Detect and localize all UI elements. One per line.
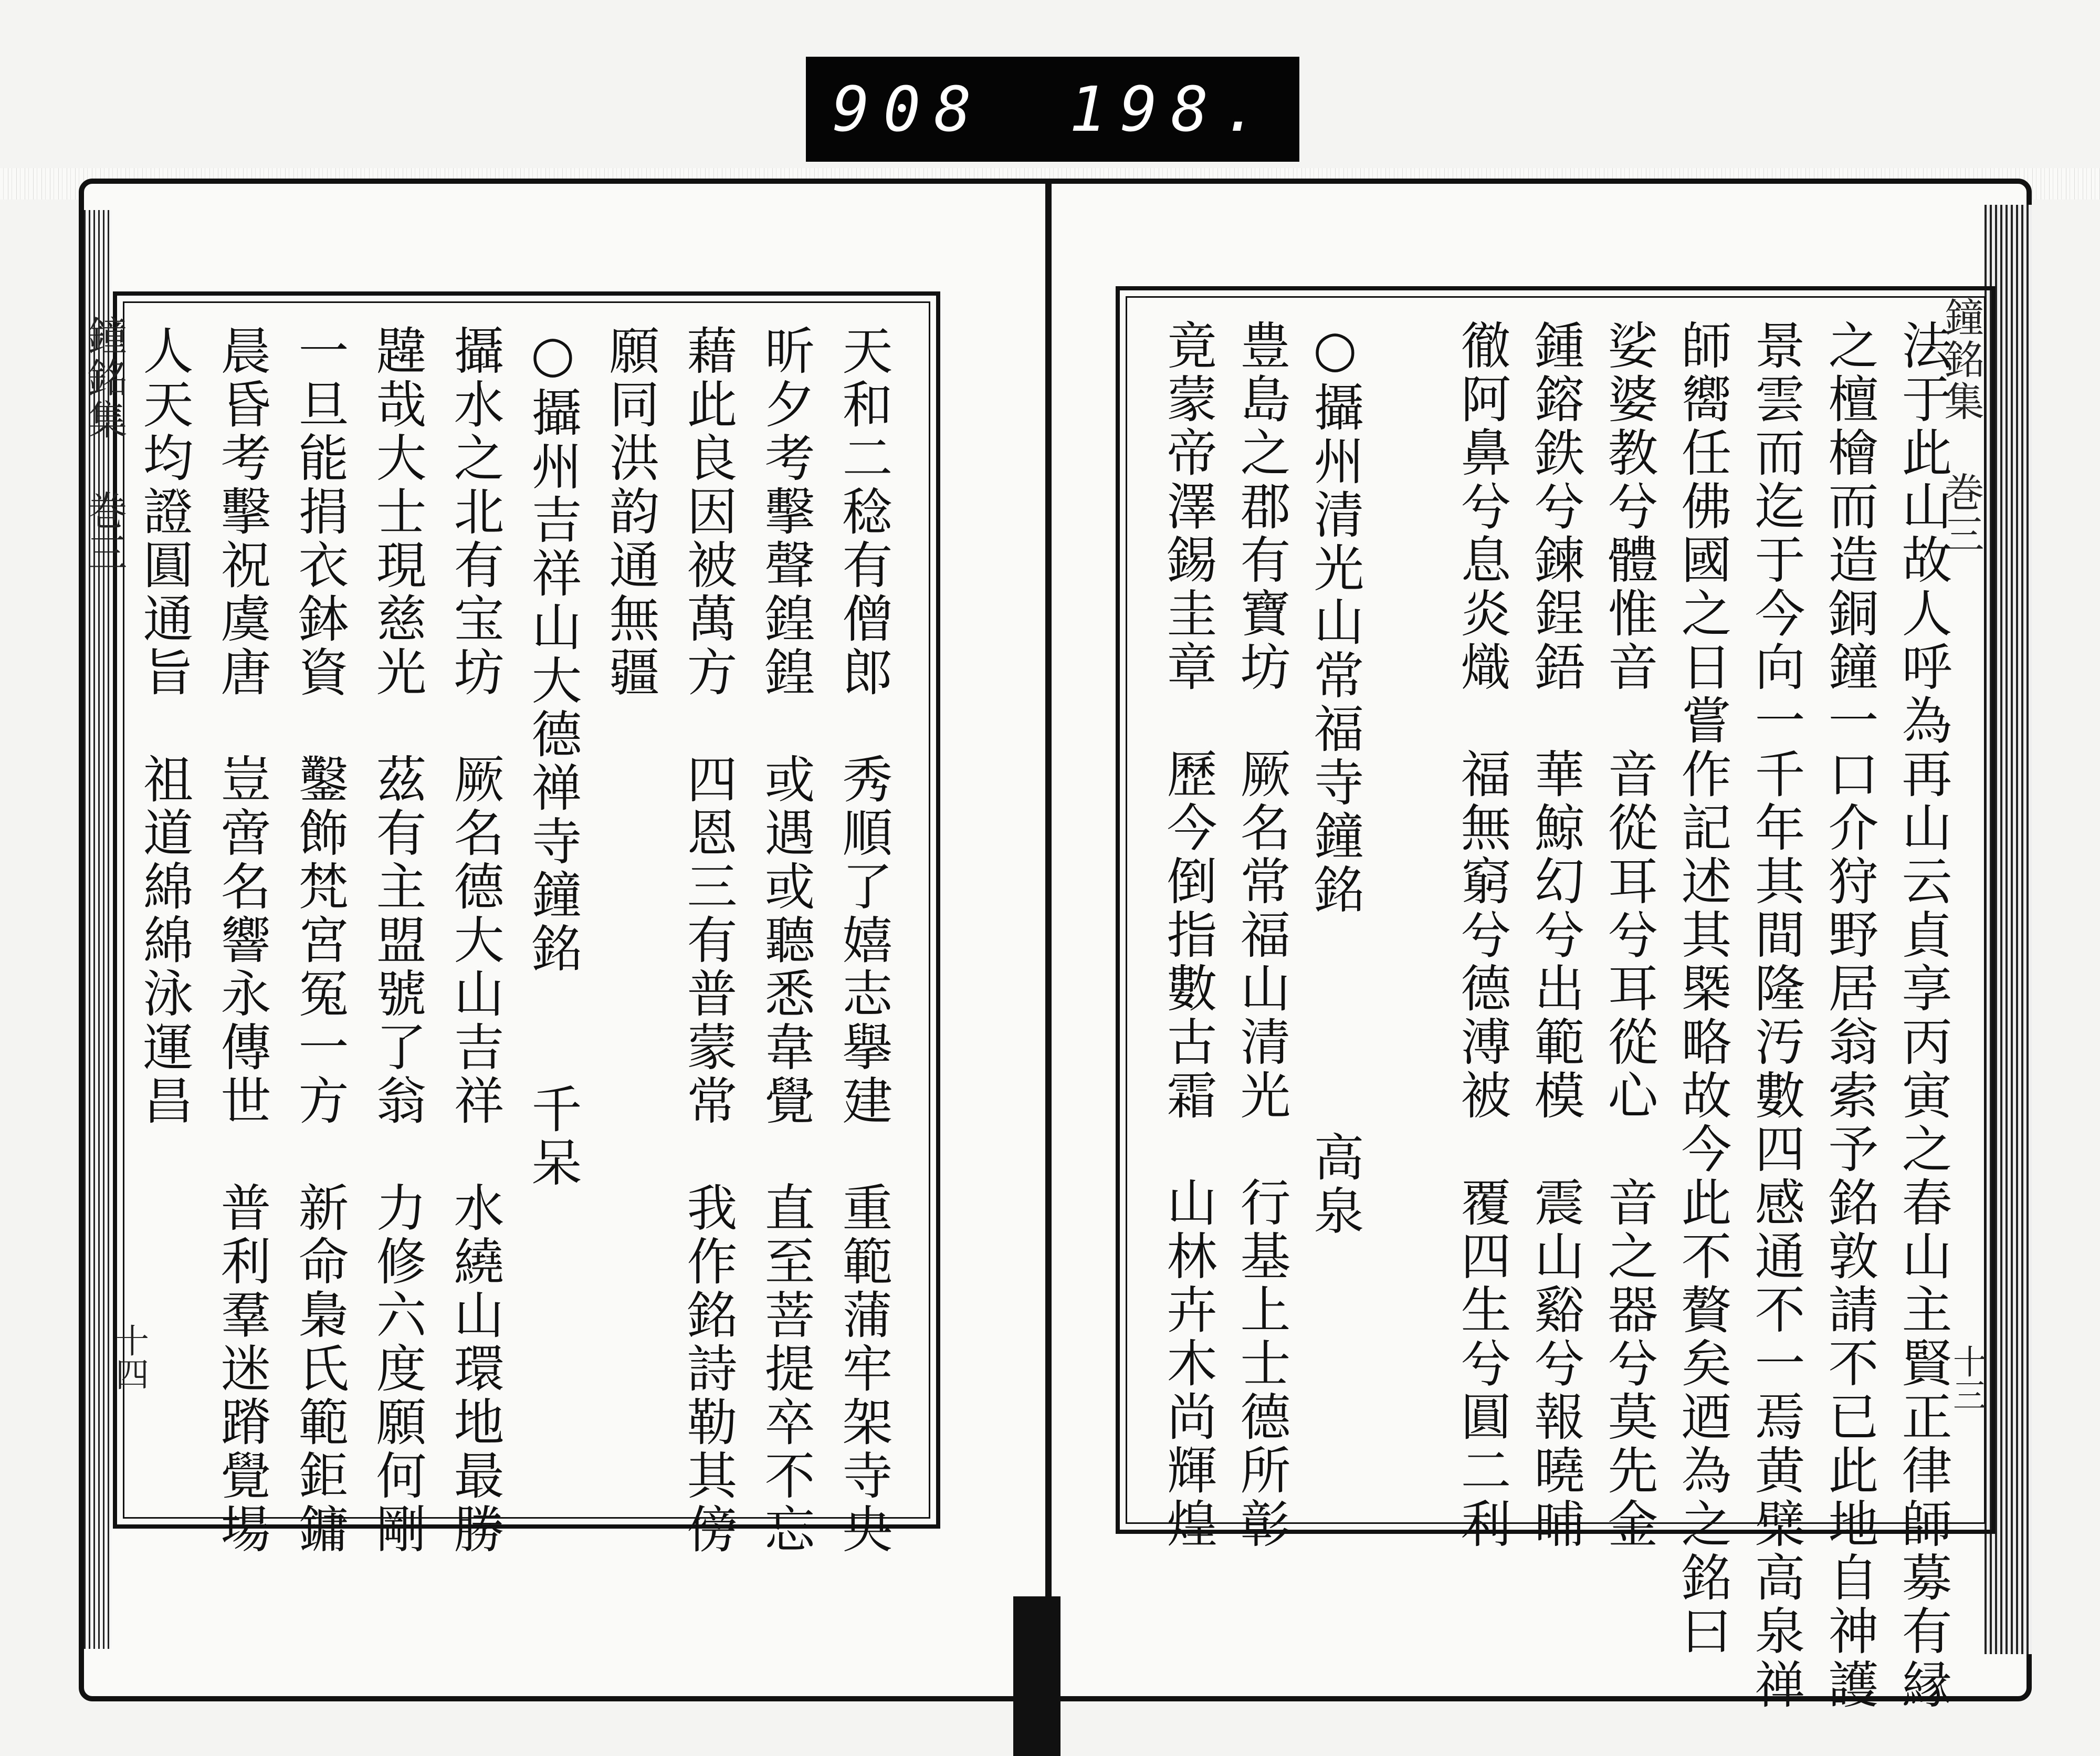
right-page-column-7: 徹阿鼻兮息炎熾 福無窮兮德溥被 覆四生兮圓二利 <box>1453 319 1511 1551</box>
right-page-column-4: 師嚮任佛國之日嘗作記述其槩略故今此不贅矣迺為之銘曰 <box>1673 319 1732 1658</box>
right-page-number: 十三 <box>1947 1344 1986 1412</box>
right-page-column-6: 鍾鎔鉄兮鍊鋥鋙 華鯨幻兮出範模 震山谿兮報曉晡 <box>1526 319 1585 1551</box>
right-page-column-11: 竟蒙帝澤錫圭章 歷今倒指數古霜 山林卉木尚輝煌 <box>1159 319 1217 1551</box>
right-running-head: 鐘銘集 巻三 <box>1938 297 1984 556</box>
right-page <box>1116 286 1996 1712</box>
left-page-column-3: 藉此良因被萬方 四恩三有普蒙常 我作銘詩勒其傍 <box>679 325 738 1556</box>
right-page-column-3: 景雲而迄于今向一千年其間隆汚數四感通不一焉黄檗高泉禅 <box>1747 319 1805 1712</box>
left-page <box>113 291 940 1556</box>
catalog-number-label <box>806 57 1299 162</box>
left-page-column-6: 攝水之北有宝坊 厥名德大山吉祥 水繞山環地最勝 <box>446 325 505 1556</box>
left-page-column-1: 天和二稔有僧郎 秀順了嬉志擧建 重範蒲牢架寺央 <box>834 325 893 1556</box>
book-gutter <box>1026 184 1068 1696</box>
left-page-column-9: 晨昏考擊祝虞唐 豈啻名響永傳世 普利羣迷蹐覺場 <box>213 325 271 1556</box>
left-page-column-5: ○攝州吉祥山大德禅寺鐘銘 千呆 <box>523 325 582 1190</box>
right-page-column-9: ○攝州清光山常福寺鐘銘 高泉 <box>1306 319 1364 1238</box>
right-page-column-2: 之檀檜而造銅鐘一口介狩野居翁索予銘敦請不已此地自神護 <box>1820 319 1879 1712</box>
left-running-head: 鐘銘集 巻三 <box>81 315 128 574</box>
right-page-column-5: 娑婆教兮體惟音 音從耳兮耳從心 音之器兮莫先金 <box>1600 319 1658 1551</box>
left-page-column-10: 人天均證圓通旨 祖道綿綿泳運昌 <box>135 325 194 1128</box>
left-page-column-7: 韙哉大士現慈光 茲有主盟號了翁 力修六度願何剛 <box>368 325 427 1556</box>
left-page-column-8: 一旦能捐衣鉢資 鑿飾梵宮冤一方 新命梟氏範鉅鏞 <box>290 325 349 1556</box>
right-page-column-10: 豊島之郡有寶坊 厥名常福山清光 行基上士德所彰 <box>1232 319 1291 1551</box>
left-page-column-4: 願同洪韵通無疆 <box>601 325 660 699</box>
right-page-column-8 <box>1382 319 1435 1527</box>
left-page-number: 十四 <box>110 1323 149 1391</box>
left-page-column-2: 昕夕考擊聲鍠鍠 或遇或聽悉韋覺 直至菩提卒不忘 <box>757 325 815 1556</box>
gutter-shadow <box>1013 1596 1060 1756</box>
catalog-number-left: 908 <box>832 73 985 145</box>
catalog-number-right: 198. <box>1069 73 1273 145</box>
right-page-column-1: 法于此山故人呼為再山云貞享丙寅之春山主賢正律師募有縁 <box>1894 319 1952 1712</box>
